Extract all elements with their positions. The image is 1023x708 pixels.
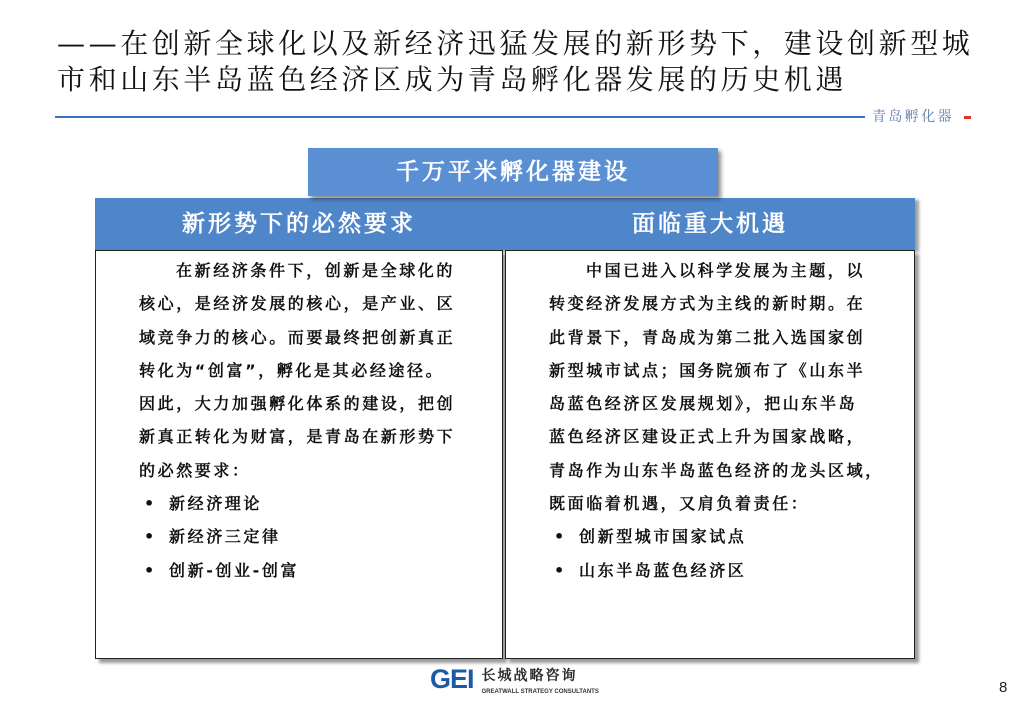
- title-line: 市和山东半岛蓝色经济区成为青岛孵化器发展的历史机遇: [57, 63, 848, 96]
- bullet-icon: [144, 487, 157, 520]
- paragraph-line: 转变经济发展方式为主线的新时期。在: [549, 294, 866, 314]
- paragraph-line: 新型城市试点；国务院颁布了《山东半: [549, 360, 866, 380]
- paragraph-line: 中国已进入以科学发展为主题，以: [586, 261, 866, 280]
- bullet-item: [139, 520, 502, 553]
- right-content-panel: [505, 250, 915, 659]
- paragraph-line: 因此，大力加强孵化体系的建设，把创: [139, 394, 456, 414]
- logo-name-en: GREATWALL STRATEGY CONSULTANTS: [481, 689, 599, 695]
- bullet-icon: [144, 520, 157, 553]
- paragraph-line: 新真正转化为财富，是青岛在新形势下: [139, 427, 456, 447]
- banner: [308, 148, 718, 196]
- paragraph-line: 蓝色经济区建设正式上升为国家战略，: [549, 427, 866, 447]
- bullet-item: [549, 520, 914, 553]
- page-number: 8: [999, 679, 1008, 696]
- paragraph-line: 的必然要求：: [139, 460, 251, 480]
- paragraph-line: 转化为“创富”，孵化是其必经途径。: [139, 360, 445, 380]
- logo-wordmark: [482, 664, 599, 696]
- section-tag: 青岛孵化器: [872, 109, 954, 125]
- paragraph-line: 岛蓝色经济区发展规划》，把山东半岛: [549, 394, 858, 414]
- bullet-icon: [144, 554, 157, 587]
- logo-name-cn: 长城战略咨询: [481, 668, 578, 684]
- bullet-label: 新经济三定律: [169, 527, 281, 547]
- bullet-label: 新经济理论: [169, 494, 263, 514]
- title-divider: [55, 116, 865, 118]
- banner-label: 千万平米孵化器建设: [396, 158, 630, 185]
- paragraph-line: 核心，是经济发展的核心，是产业、区: [139, 294, 456, 314]
- paragraph-line: 青岛作为山东半岛蓝色经济的龙头区域，: [549, 460, 884, 480]
- column-heading: 新形势下的必然要求: [182, 210, 416, 237]
- logo-mark: GEI: [430, 664, 474, 694]
- slide-title: [57, 26, 973, 98]
- bullet-item: [549, 554, 914, 587]
- column-header-bar: [95, 198, 915, 250]
- paragraph-line: 此背景下，青岛成为第二批入选国家创: [549, 327, 866, 347]
- bullet-icon: [554, 520, 567, 553]
- bullet-icon: [554, 554, 567, 587]
- bullet-item: [139, 487, 502, 520]
- left-content-panel: [95, 250, 503, 659]
- bullet-item: [139, 554, 502, 587]
- bullet-label: 创新-创业-创富: [169, 560, 300, 580]
- column-header-left: [95, 198, 503, 250]
- accent-mark: [964, 116, 971, 119]
- title-line: ——在创新全球化以及新经济迅猛发展的新形势下，建设创新型城: [57, 27, 974, 60]
- paragraph-line: 在新经济条件下，创新是全球化的: [176, 261, 456, 280]
- bullet-label: 创新型城市国家试点: [579, 527, 747, 547]
- column-header-right: [505, 198, 915, 250]
- bullet-label: 山东半岛蓝色经济区: [579, 560, 747, 580]
- paragraph-line: 既面临着机遇，又肩负着责任：: [549, 494, 810, 514]
- company-logo: [430, 664, 599, 696]
- column-heading: 面临重大机遇: [632, 210, 788, 237]
- paragraph-line: 域竞争力的核心。而要最终把创新真正: [139, 327, 456, 347]
